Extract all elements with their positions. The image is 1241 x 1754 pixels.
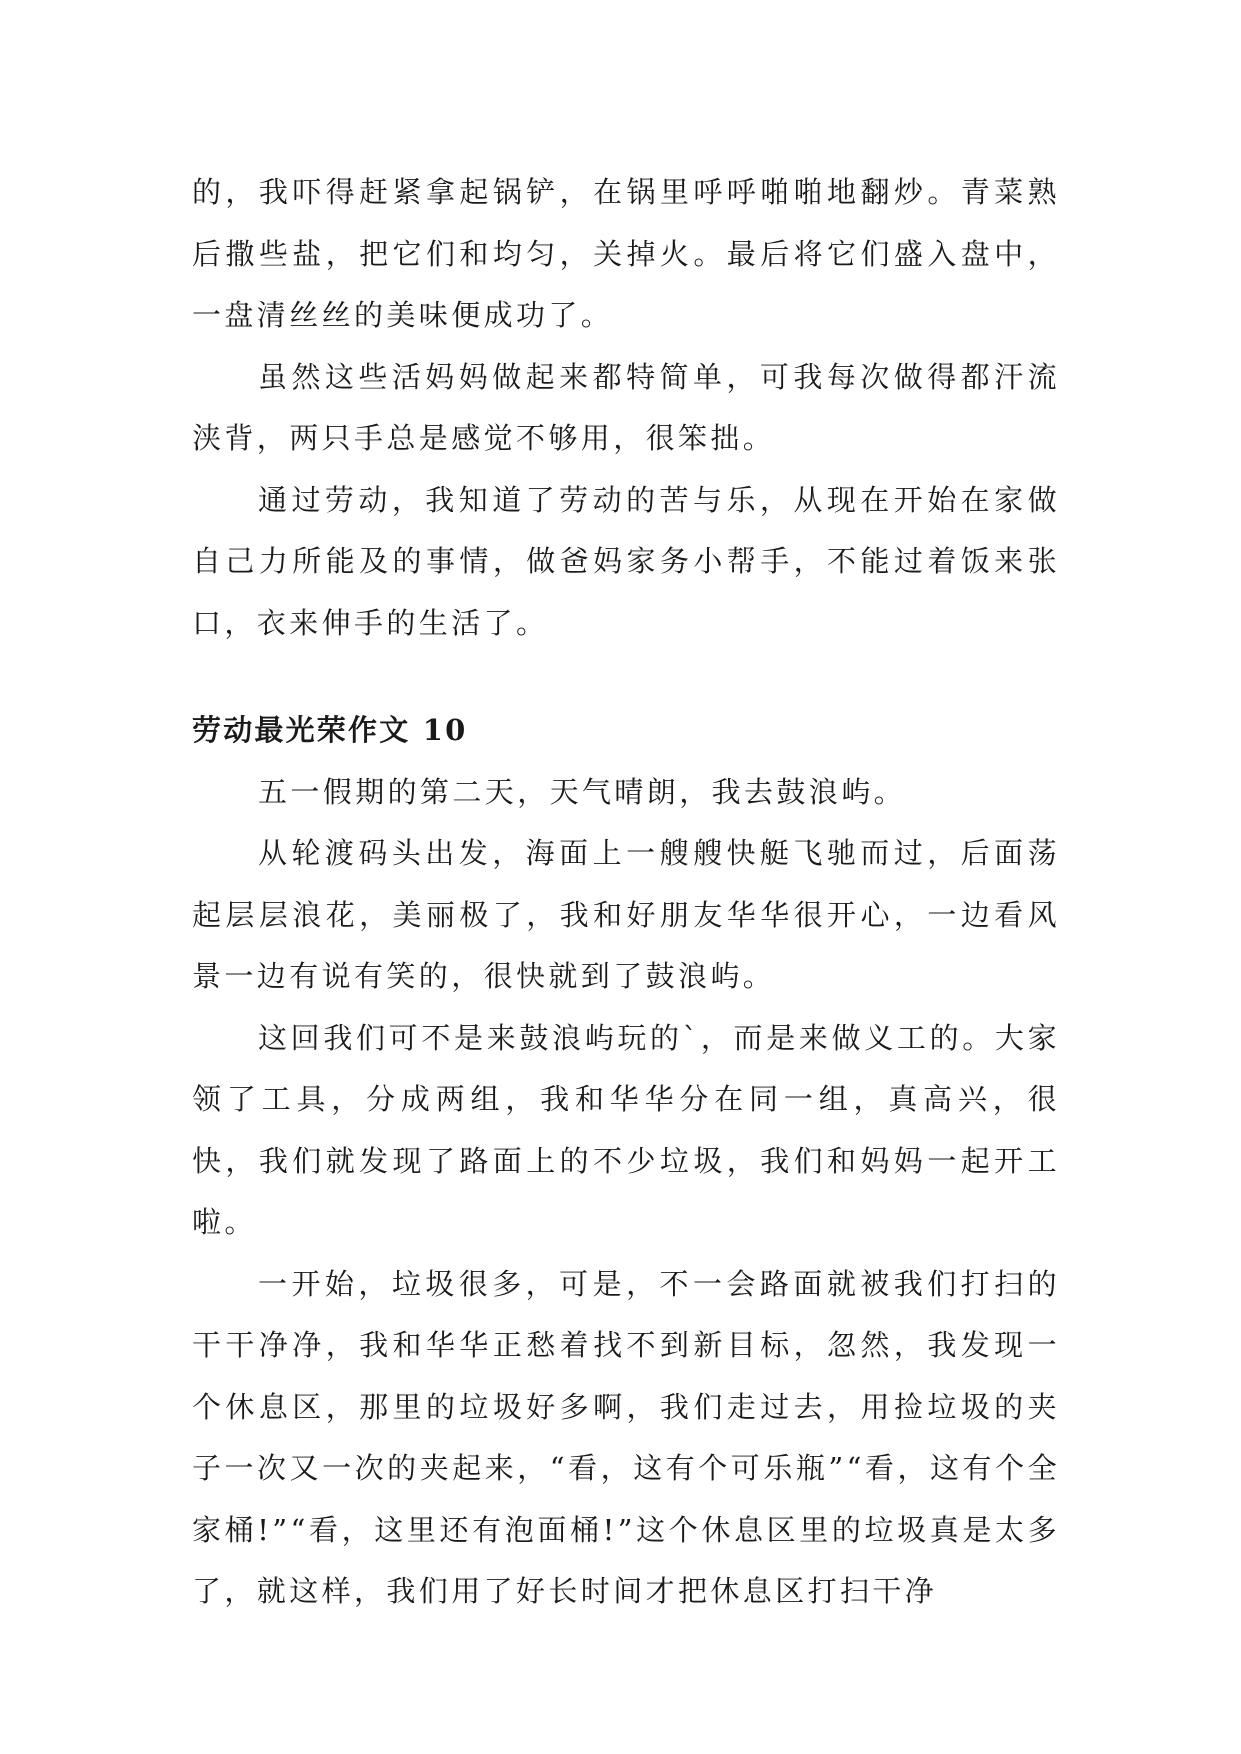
paragraph-conclusion: 通过劳动，我知道了劳动的苦与乐，从现在开始在家做自己力所能及的事情，做爸妈家务小帮手，不能过着饭来张口，衣来伸手的生活了。 bbox=[192, 482, 1060, 640]
section-title: 劳动最光荣作文 10 bbox=[192, 713, 468, 747]
paragraph-cleanup: 一开始，垃圾很多，可是，不一会路面就被我们打扫的干干净净，我和华华正愁着找不到新目标，忽然，我发现一个休息区，那里的垃圾好多啊，我们走过去，用捡垃圾的夹子一次又一次的夹起来，“看，这有个可乐瓶”“看，这有个全家桶!”“看，这里还有泡面桶!”这个休息区里的垃圾真是太多了，就这样，我们用了好长时间才把休息区打扫干净 bbox=[192, 1266, 1060, 1608]
document-body bbox=[192, 162, 1060, 1623]
paragraph-continued: 的，我吓得赶紧拿起锅铲，在锅里呼呼啪啪地翻炒。青菜熟后撒些盐，把它们和均匀，关掉火。最后将它们盛入盘中，一盘清丝丝的美味便成功了。 bbox=[192, 175, 1060, 332]
paragraph-ferry: 从轮渡码头出发，海面上一艘艘快艇飞驰而过，后面荡起层层浪花，美丽极了，我和好朋友华华很开心，一边看风景一边有说有笑的，很快就到了鼓浪屿。 bbox=[192, 836, 1060, 993]
paragraph-effort: 虽然这些活妈妈做起来都特简单，可我每次做得都汗流浃背，两只手总是感觉不够用，很笨拙。 bbox=[192, 359, 1060, 455]
paragraph-volunteer: 这回我们可不是来鼓浪屿玩的`，而是来做义工的。大家领了工具，分成两组，我和华华分在同一组，真高兴，很快，我们就发现了路面上的不少垃圾，我们和妈妈一起开工啦。 bbox=[192, 1020, 1060, 1239]
paragraph-intro: 五一假期的第二天，天气晴朗，我去鼓浪屿。 bbox=[258, 774, 907, 809]
